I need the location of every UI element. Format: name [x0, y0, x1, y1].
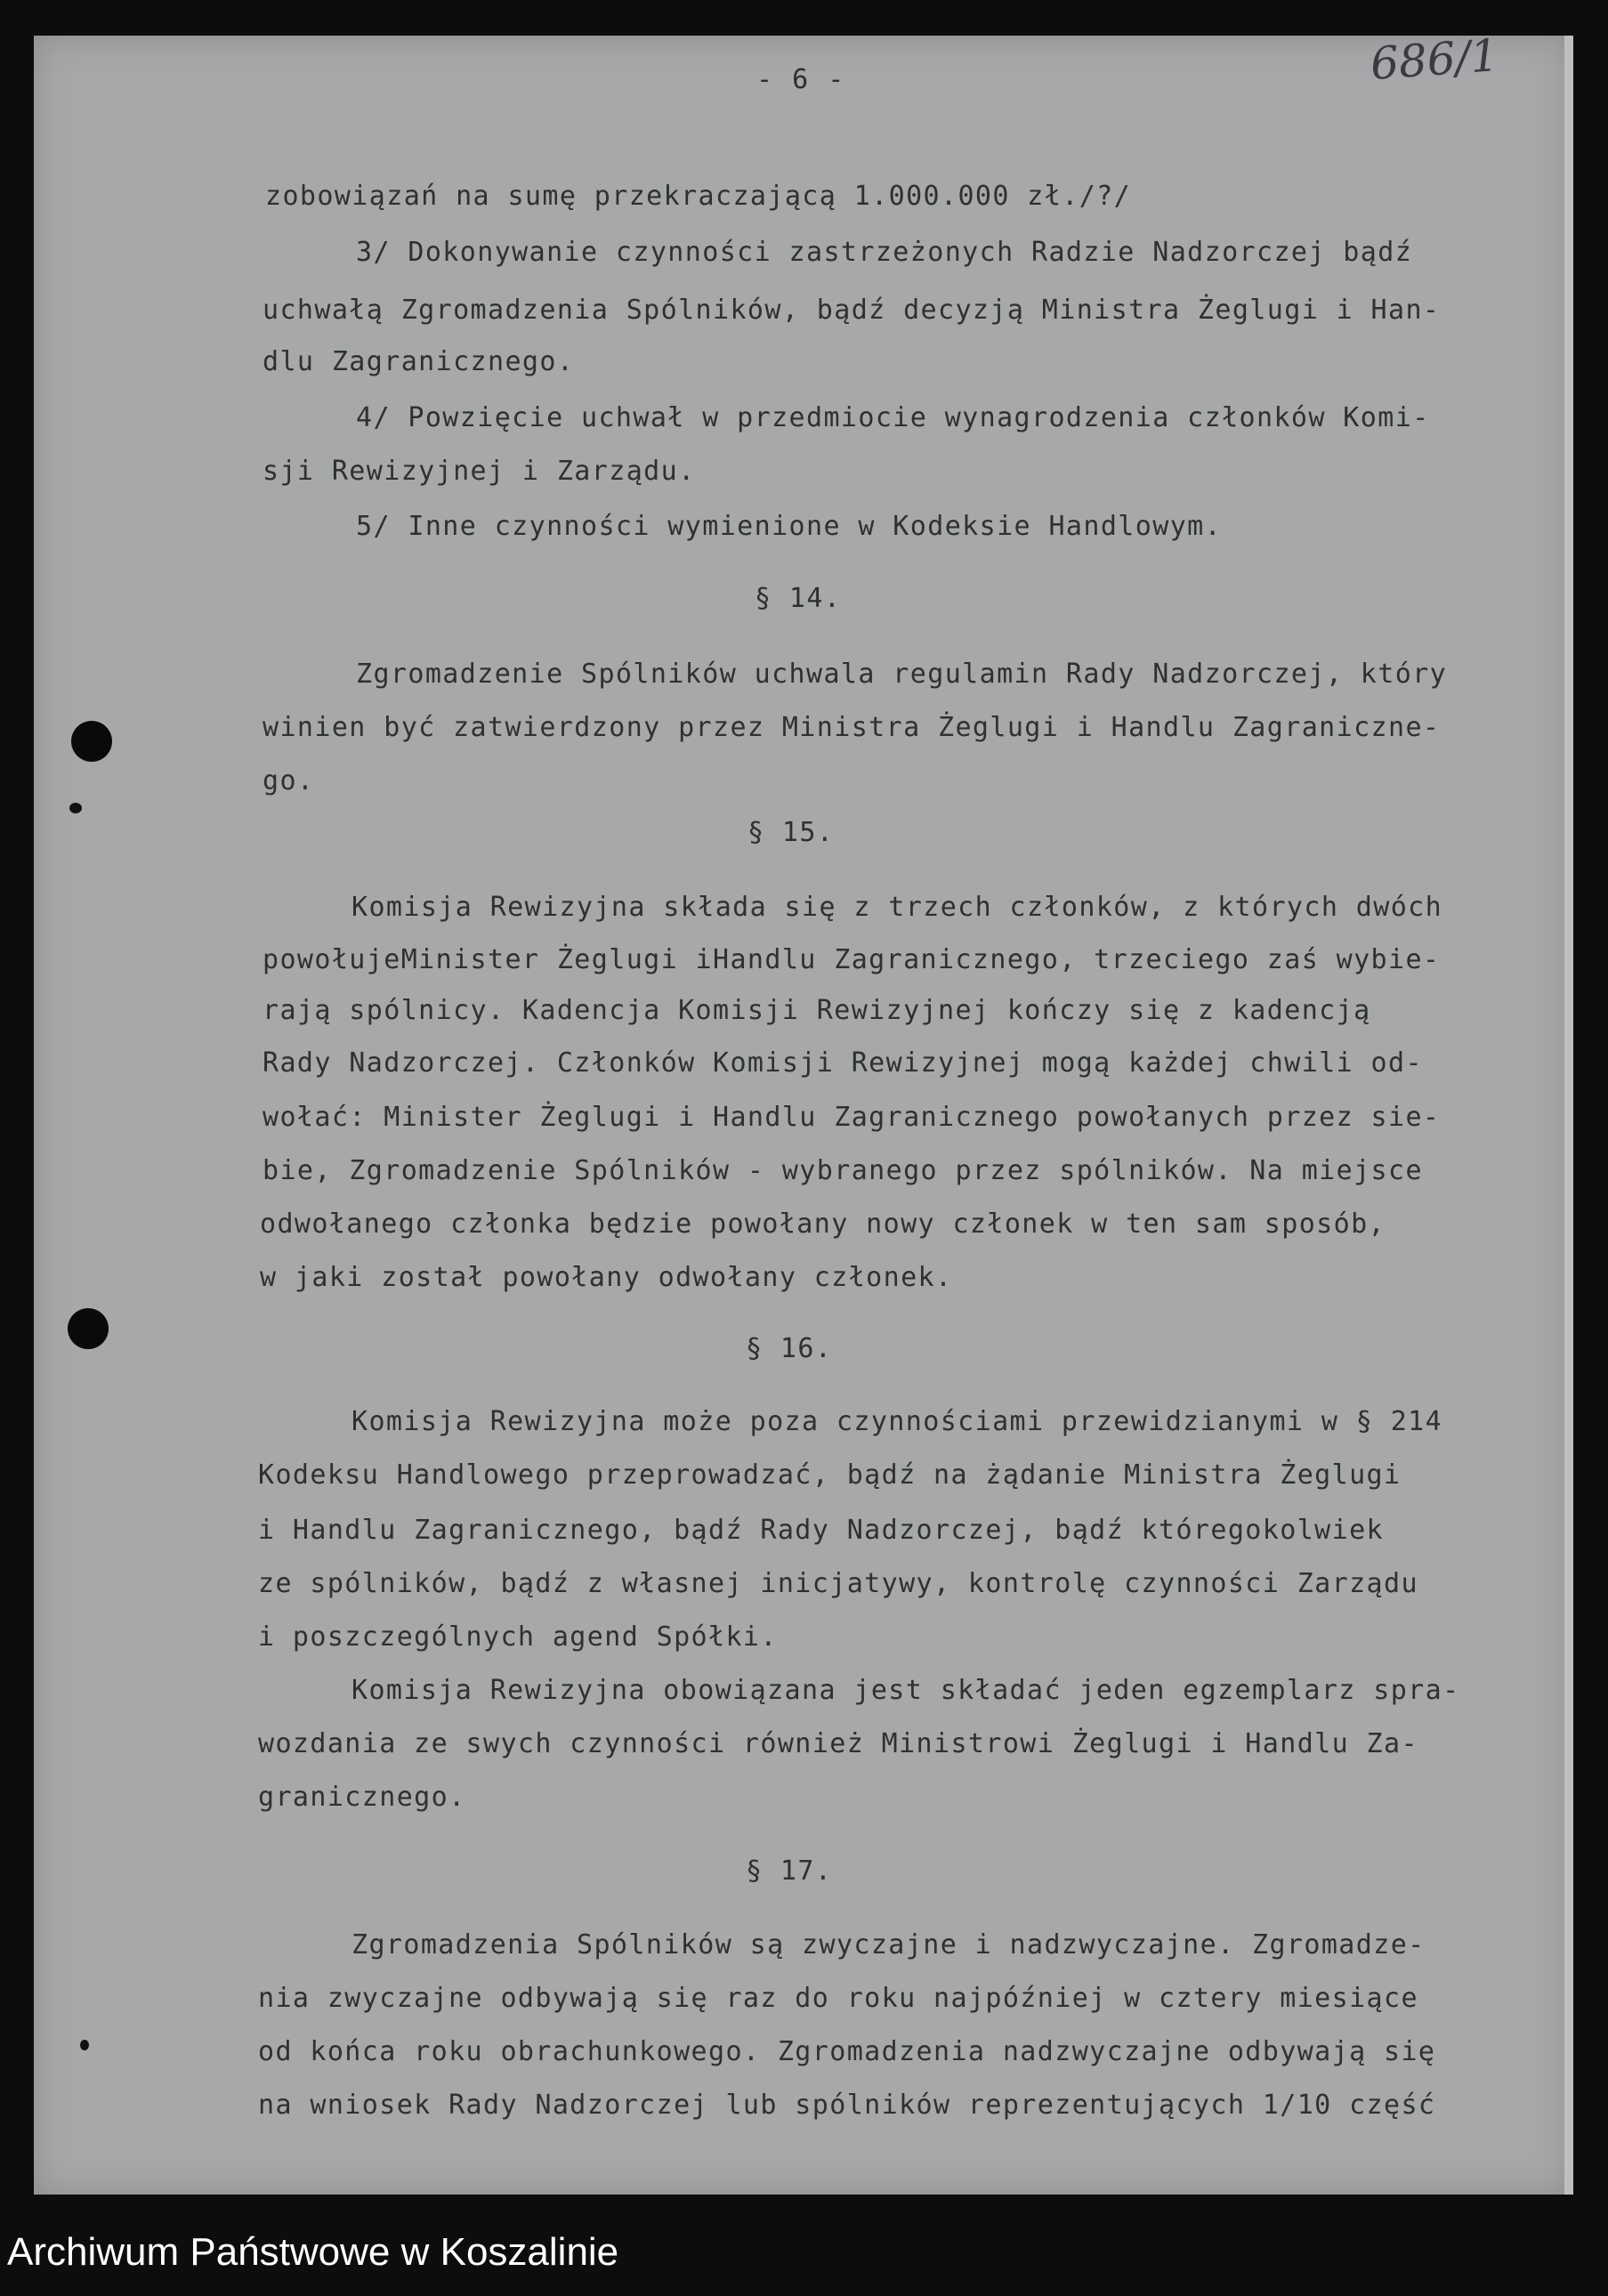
- ink-speck: [80, 2040, 89, 2050]
- ink-speck: [69, 803, 82, 813]
- text-line: winien być zatwierdzony przez Ministra Żeglugi i Handlu Zagraniczne-: [263, 712, 1441, 743]
- text-line: ze spólników, bądź z własnej inicjatywy, kontrolę czynności Zarządu: [258, 1568, 1418, 1599]
- section-heading: § 17.: [746, 1855, 833, 1887]
- text-line: uchwałą Zgromadzenia Spólników, bądź decyzją Ministra Żeglugi i Han-: [263, 295, 1441, 326]
- text-line: Komisja Rewizyjna składa się z trzech członków, z których dwóch: [351, 892, 1443, 923]
- text-line: i Handlu Zagranicznego, bądź Rady Nadzorczej, bądź któregokolwiek: [258, 1515, 1384, 1546]
- text-line: na wniosek Rady Nadzorczej lub spólników reprezentujących 1/10 część: [258, 2090, 1436, 2121]
- text-line: 4/ Powzięcie uchwał w przedmiocie wynagrodzenia członków Komi-: [356, 402, 1430, 433]
- page-number: - 6 -: [756, 64, 846, 95]
- page-edge: [1564, 36, 1573, 2195]
- folio-mark: 686/1: [1369, 29, 1500, 90]
- section-heading: § 14.: [755, 583, 842, 614]
- archive-name: Archiwum Państwowe w Koszalinie: [7, 2230, 619, 2274]
- text-line: zobowiązań na sumę przekraczającą 1.000.000 zł./?/: [265, 181, 1132, 212]
- punch-hole: [68, 1308, 109, 1349]
- text-line: granicznego.: [258, 1782, 466, 1813]
- text-line: powołujeMinister Żeglugi iHandlu Zagranicznego, trzeciego zaś wybie-: [263, 944, 1441, 975]
- section-heading: § 16.: [746, 1333, 833, 1364]
- text-line: dlu Zagranicznego.: [263, 346, 575, 377]
- text-line: Rady Nadzorczej. Członków Komisji Rewizyjnej mogą każdej chwili od-: [263, 1047, 1423, 1079]
- punch-hole: [71, 721, 112, 762]
- text-line: 5/ Inne czynności wymienione w Kodeksie Handlowym.: [356, 511, 1223, 542]
- text-line: Zgromadzenia Spólników są zwyczajne i nadzwyczajne. Zgromadze-: [351, 1929, 1426, 1960]
- text-line: wozdania ze swych czynności również Ministrowi Żeglugi i Handlu Za-: [258, 1728, 1418, 1759]
- text-line: 3/ Dokonywanie czynności zastrzeżonych Radzie Nadzorczej bądź: [356, 237, 1413, 268]
- text-line: odwołanego członka będzie powołany nowy członek w ten sam sposób,: [260, 1209, 1386, 1240]
- text-line: Komisja Rewizyjna obowiązana jest składać jeden egzemplarz spra-: [351, 1675, 1460, 1706]
- text-line: nia zwyczajne odbywają się raz do roku najpóźniej w cztery miesiące: [258, 1983, 1418, 2014]
- text-line: go.: [263, 765, 315, 796]
- text-line: i poszczególnych agend Spółki.: [258, 1621, 778, 1653]
- text-line: sji Rewizyjnej i Zarządu.: [263, 456, 696, 487]
- text-line: Kodeksu Handlowego przeprowadzać, bądź na żądanie Ministra Żeglugi: [258, 1459, 1402, 1491]
- text-line: bie, Zgromadzenie Spólników - wybranego przez spólników. Na miejsce: [263, 1155, 1423, 1186]
- section-heading: § 15.: [747, 817, 835, 848]
- text-line: w jaki został powołany odwołany członek.: [260, 1262, 953, 1293]
- text-line: wołać: Minister Żeglugi i Handlu Zagranicznego powołanych przez sie-: [263, 1102, 1441, 1133]
- text-line: Zgromadzenie Spólników uchwala regulamin Rady Nadzorczej, który: [356, 659, 1448, 690]
- text-line: Komisja Rewizyjna może poza czynnościami przewidzianymi w § 214: [351, 1406, 1443, 1437]
- text-line: rają spólnicy. Kadencja Komisji Rewizyjnej kończy się z kadencją: [263, 995, 1371, 1026]
- text-line: od końca roku obrachunkowego. Zgromadzenia nadzwyczajne odbywają się: [258, 2036, 1436, 2067]
